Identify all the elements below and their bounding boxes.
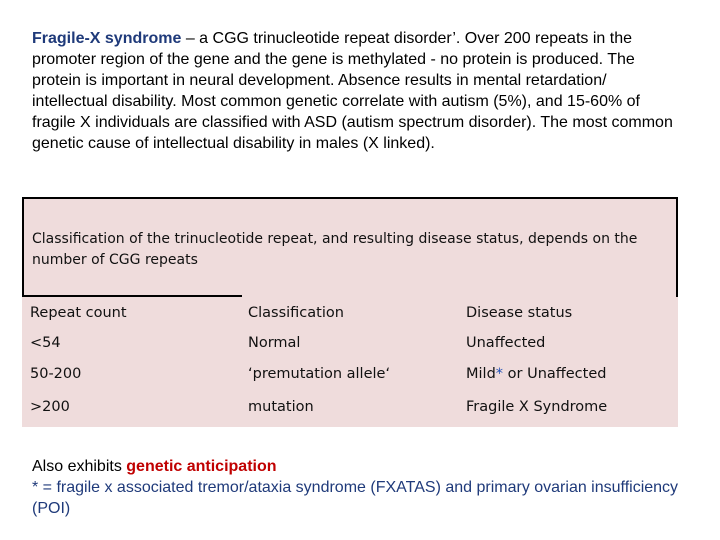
row-3-classification: mutation (248, 399, 314, 415)
status-or-unaffected: or Unaffected (503, 366, 607, 382)
header-disease-status: Disease status (466, 305, 573, 321)
intro-paragraph (32, 28, 682, 154)
genetic-anticipation-highlight: genetic anticipation (126, 458, 277, 475)
caption-underline (22, 295, 242, 297)
row-2-classification: ‘premutation allele‘ (248, 366, 391, 382)
footnote-text: * = fragile x associated tremor/ataxia syndrome (FXATAS) and primary ovarian insufficiency (POI) (32, 479, 679, 517)
table-caption-box (22, 197, 678, 297)
row-3-disease-status: Fragile X Syndrome (466, 399, 608, 415)
anticipation-prefix: Also exhibits (32, 458, 127, 475)
footnote-asterisk: * (495, 366, 504, 382)
header-repeat-count: Repeat count (30, 305, 127, 321)
status-mild: Mild (466, 366, 496, 382)
footer-notes (32, 456, 692, 519)
table-caption: Classification of the trinucleotide repeat, and resulting disease status, depends on the number of CGG repeats (32, 231, 638, 268)
row-1-repeat-count: <54 (30, 335, 61, 351)
intro-term: Fragile-X syndrome (32, 30, 182, 47)
row-3-repeat-count: >200 (30, 399, 70, 415)
row-1-disease-status: Unaffected (466, 335, 546, 351)
row-2-repeat-count: 50-200 (30, 366, 82, 382)
row-1-classification: Normal (248, 335, 301, 351)
header-classification: Classification (248, 305, 344, 321)
row-2-disease-status (466, 366, 606, 382)
intro-text: – a CGG trinucleotide repeat disorder’. Over 200 repeats in the promoter region of the gene and the gene is methylated - no protein is produced. The protein is important in neural development. Absence results in mental retardation/ intellectual disability. Most common genetic correlate with autism (5%), and 15-60% of fragile X individuals are classified with ASD (autism spectrum disorder). The most common genetic cause of intellectual disability in males (X linked). (32, 30, 673, 152)
anticipation-line (32, 456, 692, 477)
